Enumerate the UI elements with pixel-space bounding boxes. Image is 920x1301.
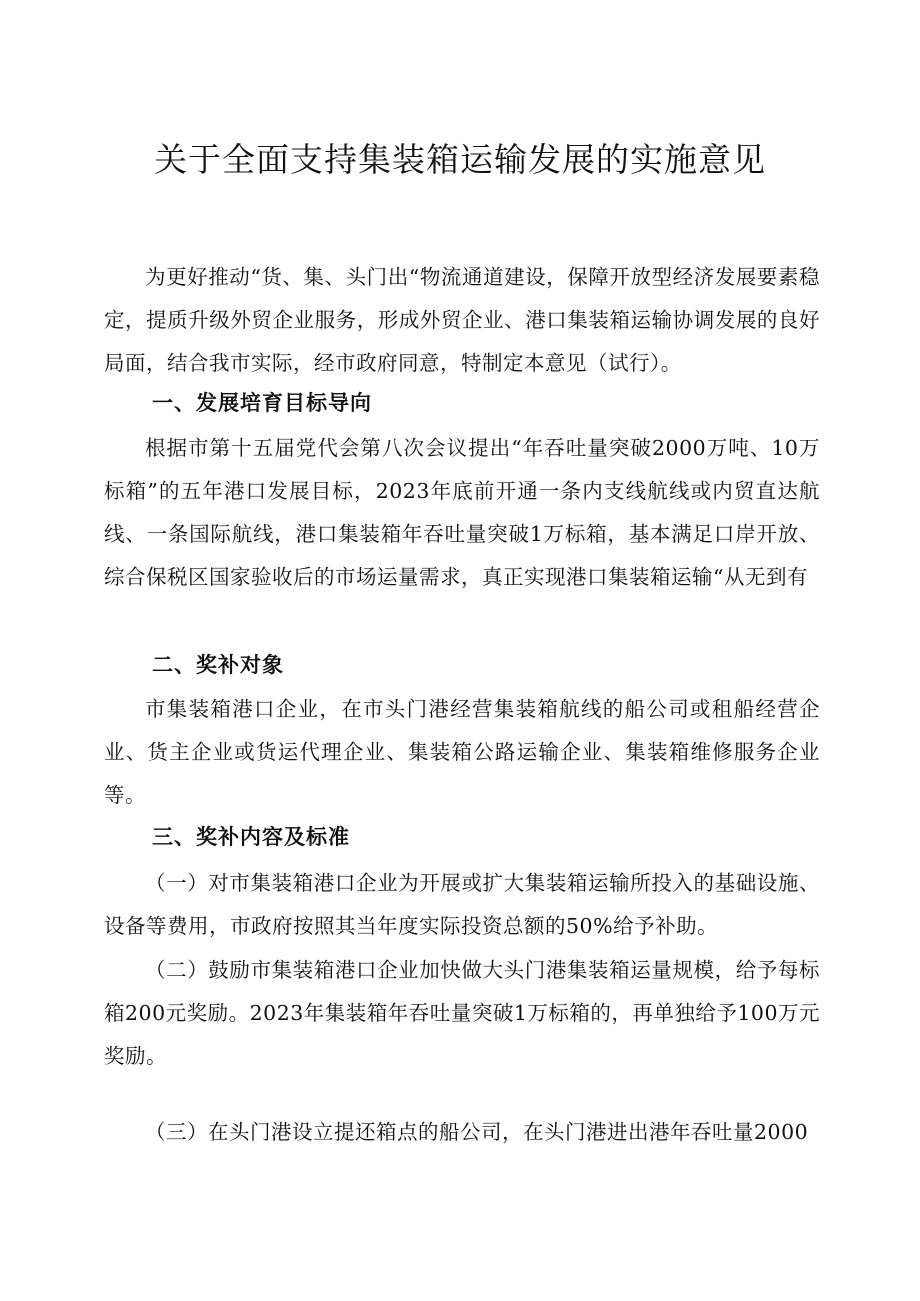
section2-heading: 二、奖补对象 xyxy=(152,653,284,677)
section3-item3: （三）在头门港设立提还箱点的船公司，在头门港进出港年吞吐量2000 xyxy=(145,1120,809,1144)
section1-paragraph: 根据市第十五届党代会第八次会议提出“年吞吐量突破2000万吨、10万标箱”的五年港口发展目标，2023年底前开通一条内支线航线或内贸直达航线、一条国际航线，港口集装箱年吞吐量突破1万标箱，基本满足口岸开放、综合保税区国家验收后的市场运量需求，真正实现港口集装箱运输“从无到有 xyxy=(104,436,820,589)
section2-paragraph: 市集装箱港口企业，在市头门港经营集装箱航线的船公司或租船经营企业、货主企业或货运代理企业、集装箱公路运输企业、集装箱维修服务企业等。 xyxy=(104,697,820,807)
section3-item2: （二）鼓励市集装箱港口企业加快做大头门港集装箱运量规模，给予每标箱200元奖励。2023年集装箱年吞吐量突破1万标箱的，再单独给予100万元奖励。 xyxy=(104,958,820,1068)
document-title: 关于全面支持集装箱运输发展的实施意见 xyxy=(154,140,766,179)
section3-item1: （一）对市集装箱港口企业为开展或扩大集装箱运输所投入的基础设施、设备等费用，市政府按照其当年度实际投资总额的50%给予补助。 xyxy=(104,871,820,938)
section1-heading: 一、发展培育目标导向 xyxy=(152,391,372,415)
intro-paragraph: 为更好推动“货、集、头门出“物流通道建设，保障开放型经济发展要素稳定，提质升级外贸企业服务，形成外贸企业、港口集装箱运输协调发展的良好局面，结合我市实际，经市政府同意，特制定本意见（试行）。 xyxy=(104,265,820,375)
section3-heading: 三、奖补内容及标准 xyxy=(152,825,350,849)
